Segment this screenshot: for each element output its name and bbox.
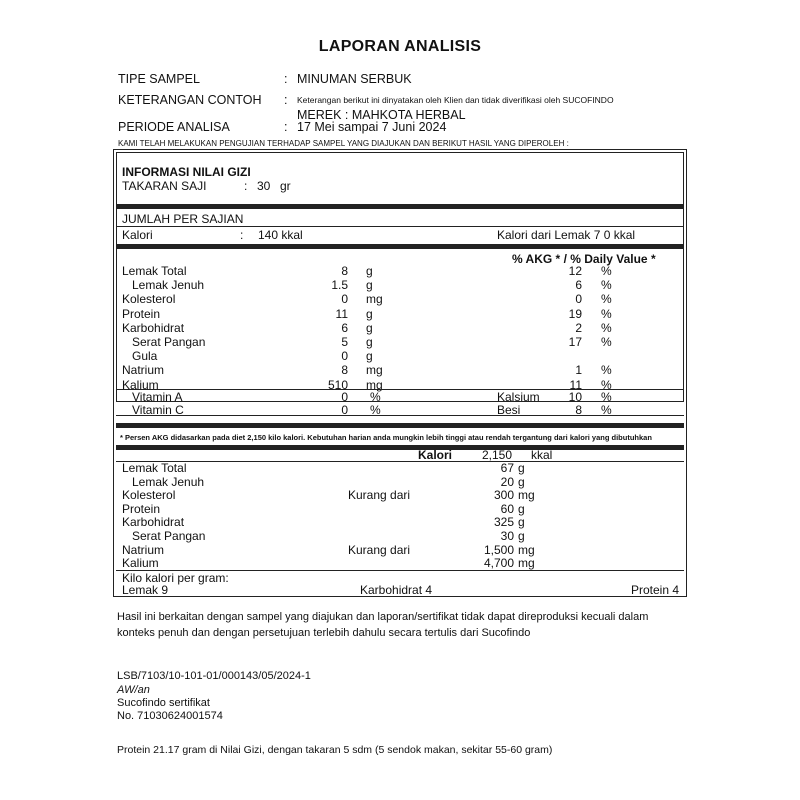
nutrition-heading: INFORMASI NILAI GIZI bbox=[122, 165, 251, 179]
nutrient-value: 5 bbox=[341, 335, 348, 349]
ref-qualifier: Kurang dari bbox=[348, 542, 411, 557]
nutrient-pct: 6 bbox=[575, 278, 582, 293]
tipe-label: TIPE SAMPEL bbox=[118, 72, 200, 86]
akg-footnote: * Persen AKG didasarkan pada diet 2,150 kilo kalori. Kebutuhan harian anda mungkin lebih tinggi atau rendah tergantung dari kalori yang dibutuhkan bbox=[120, 433, 652, 442]
divider-thick bbox=[116, 244, 684, 249]
nutrient-value: 8 bbox=[341, 363, 348, 378]
ref-name: Natrium bbox=[122, 542, 165, 557]
nutrient-pct-sign: % bbox=[601, 306, 612, 321]
nutrient-unit: g bbox=[366, 306, 373, 321]
kilo-karbo: Karbohidrat 4 bbox=[360, 583, 433, 597]
nutrient-value: 8 bbox=[341, 264, 348, 278]
nutrient-pct: 0 bbox=[575, 292, 582, 307]
disclaimer-line-1: Hasil ini berkaitan dengan sampel yang diajukan dan laporan/sertifikat tidak dapat direproduksi kecuali dalam bbox=[117, 611, 649, 623]
nutrient-unit: mg bbox=[366, 363, 383, 378]
nutrient-name: Gula bbox=[132, 349, 158, 364]
ref-name: Lemak Jenuh bbox=[132, 474, 205, 489]
nutrient-name: Natrium bbox=[122, 363, 165, 378]
nutrient-pct: 2 bbox=[575, 320, 582, 335]
ref-name: Lemak Total bbox=[122, 461, 187, 475]
merek-value: MEREK : MAHKOTA HERBAL bbox=[297, 108, 466, 122]
nutrient-value: 510 bbox=[327, 377, 348, 392]
serving-label: TAKARAN SAJI bbox=[122, 179, 207, 193]
mineral-unit: % bbox=[601, 390, 612, 404]
vitamin-value: 0 bbox=[341, 403, 348, 417]
nutrient-pct-sign: % bbox=[601, 292, 612, 307]
nutrient-pct: 19 bbox=[568, 306, 582, 321]
serving-value: 30 bbox=[257, 179, 271, 193]
vitamin-unit: % bbox=[370, 403, 381, 417]
divider-thick bbox=[116, 423, 684, 428]
nutrient-unit: g bbox=[366, 335, 373, 349]
nutrient-pct-sign: % bbox=[601, 264, 612, 278]
nutrient-value: 0 bbox=[341, 292, 348, 307]
kalori-value: 140 kkal bbox=[258, 228, 303, 242]
nutrient-pct: 12 bbox=[568, 264, 582, 278]
ref-unit: mg bbox=[518, 542, 535, 557]
nutrient-pct: 11 bbox=[569, 377, 582, 392]
ket-colon: : bbox=[284, 93, 288, 107]
nutrient-value: 1.5 bbox=[331, 278, 348, 293]
ref-name: Kolesterol bbox=[122, 488, 176, 503]
vitamin-value: 0 bbox=[341, 390, 348, 404]
nutrient-unit: mg bbox=[366, 292, 383, 307]
nutrient-pct-sign: % bbox=[601, 320, 612, 335]
nutrient-name: Kalium bbox=[122, 377, 159, 392]
ref-name: Protein bbox=[122, 501, 161, 516]
mineral-unit: % bbox=[601, 403, 612, 417]
protein-note: Protein 21.17 gram di Nilai Gizi, dengan takaran 5 sdm (5 sendok makan, sekitar 55-60 gram) bbox=[117, 744, 553, 756]
akg-header: % AKG * / % Daily Value * bbox=[512, 252, 656, 266]
cert-label: Sucofindo sertifikat bbox=[117, 697, 210, 709]
kilo-label: Kilo kalori per gram: bbox=[122, 571, 229, 585]
periode-colon: : bbox=[284, 120, 288, 134]
nutrient-name: Lemak Jenuh bbox=[132, 278, 205, 293]
statement: KAMI TELAH MELAKUKAN PENGUJIAN TERHADAP SAMPEL YANG DIAJUKAN DAN BERIKUT HASIL YANG DIPEROLEH : bbox=[118, 139, 569, 148]
ref-name: Kalium bbox=[122, 556, 159, 571]
nutrient-value: 6 bbox=[341, 320, 348, 335]
ref-unit: g bbox=[518, 501, 525, 516]
vitamin-name: Vitamin A bbox=[132, 390, 183, 404]
nutrient-name: Protein bbox=[122, 306, 161, 321]
divider-thick bbox=[116, 204, 684, 209]
kalori-lemak: Kalori dari Lemak 7 0 kkal bbox=[497, 228, 636, 242]
tipe-value: MINUMAN SERBUK bbox=[297, 72, 412, 86]
periode-value: 17 Mei sampai 7 Juni 2024 bbox=[297, 120, 447, 134]
mineral-name: Kalsium bbox=[497, 390, 540, 404]
nutrient-pct-sign: % bbox=[601, 278, 612, 293]
divider bbox=[116, 226, 684, 227]
ref-value: 60 bbox=[500, 501, 514, 516]
tipe-colon: : bbox=[284, 72, 288, 86]
disclaimer-line-2: konteks penuh dan dengan persetujuan terlebih dahulu secara tertulis dari Sucofindo bbox=[117, 627, 531, 639]
ref-unit: g bbox=[518, 529, 525, 543]
nutrient-name: Serat Pangan bbox=[132, 335, 206, 349]
nutrient-name: Lemak Total bbox=[122, 264, 187, 278]
kilo-lemak: Lemak 9 bbox=[122, 583, 169, 597]
nutrient-unit: g bbox=[366, 278, 373, 293]
ref-kalori-label: Kalori bbox=[418, 448, 453, 462]
ref-unit: g bbox=[518, 515, 525, 530]
nutrient-name: Kolesterol bbox=[122, 292, 176, 307]
divider-thick bbox=[116, 445, 684, 450]
cert-number: No. 71030624001574 bbox=[117, 710, 223, 722]
serving-unit: gr bbox=[280, 179, 291, 193]
nutrient-pct: 1 bbox=[575, 363, 582, 378]
nutrient-pct-sign: % bbox=[601, 335, 612, 349]
ref-name: Serat Pangan bbox=[132, 529, 206, 543]
nutrient-pct-sign: % bbox=[601, 363, 612, 378]
nutrient-unit: g bbox=[366, 264, 373, 278]
nutrient-unit: g bbox=[366, 320, 373, 335]
divider bbox=[116, 389, 684, 390]
ref-unit: mg bbox=[518, 488, 535, 503]
nutrient-pct-sign: % bbox=[601, 377, 612, 392]
vitamin-unit: % bbox=[370, 390, 381, 404]
ref-value: 325 bbox=[493, 515, 514, 530]
ref-qualifier: Kurang dari bbox=[348, 488, 411, 503]
nutrient-value: 0 bbox=[341, 349, 348, 364]
ref-number: LSB/7103/10-101-01/000143/05/2024-1 bbox=[117, 670, 311, 682]
serving-colon: : bbox=[244, 179, 248, 193]
ref-unit: g bbox=[518, 474, 525, 489]
nutrient-unit: g bbox=[366, 349, 373, 364]
mineral-name: Besi bbox=[497, 403, 521, 417]
kalori-label: Kalori bbox=[122, 228, 153, 242]
nutrient-value: 11 bbox=[335, 306, 348, 321]
ref-value: 1,500 bbox=[483, 542, 514, 557]
vitamin-name: Vitamin C bbox=[132, 403, 184, 417]
ref-unit: g bbox=[518, 461, 525, 475]
ref-unit: mg bbox=[518, 556, 535, 571]
ref-value: 67 bbox=[500, 461, 514, 475]
ref-value: 30 bbox=[500, 529, 514, 543]
kilo-protein: Protein 4 bbox=[631, 583, 680, 597]
report-title: LAPORAN ANALISIS bbox=[318, 38, 482, 55]
nutrient-name: Karbohidrat bbox=[122, 320, 185, 335]
ref-name: Karbohidrat bbox=[122, 515, 185, 530]
ref-kalori-unit: kkal bbox=[531, 448, 553, 462]
periode-label: PERIODE ANALISA bbox=[118, 120, 230, 134]
divider bbox=[116, 415, 684, 416]
kalori-colon: : bbox=[240, 228, 244, 242]
mineral-value: 8 bbox=[575, 403, 582, 417]
per-serving-label: JUMLAH PER SAJIAN bbox=[122, 212, 244, 226]
mineral-value: 10 bbox=[568, 390, 582, 404]
ket-label: KETERANGAN CONTOH bbox=[118, 93, 262, 107]
nutrient-unit: mg bbox=[366, 377, 383, 392]
nutrient-pct: 17 bbox=[568, 335, 582, 349]
ref-value: 4,700 bbox=[483, 556, 514, 571]
ref-value: 300 bbox=[493, 488, 514, 503]
ket-value: Keterangan berikut ini dinyatakan oleh Klien dan tidak diverifikasi oleh SUCOFINDO bbox=[297, 95, 614, 105]
ref-value: 20 bbox=[500, 474, 514, 489]
ref-kalori-value: 2,150 bbox=[482, 448, 513, 462]
divider bbox=[116, 461, 684, 462]
initials: AW/an bbox=[117, 684, 150, 696]
